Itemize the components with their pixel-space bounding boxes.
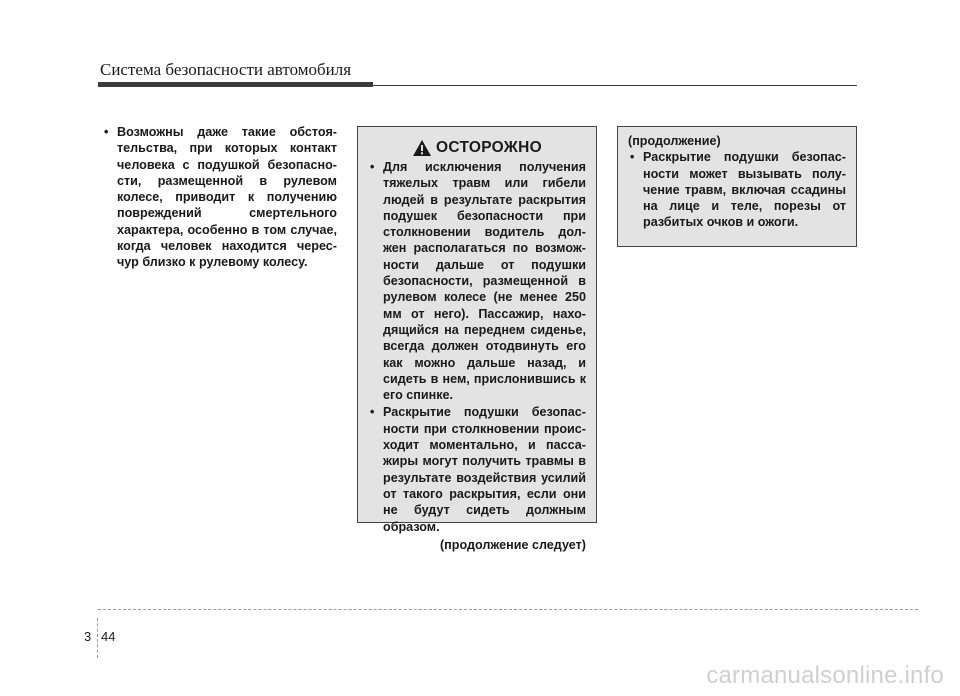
list-item: • Для исключения получения тяжелых травм или гибели людей в результате раскрытия подушек безопасности при столкновении водитель дол- жен располагаться по возмож- ности дальше от подушки безопасности, размещенной в рулевом колесе (не менее 250 мм от него). Пассажир, нахо- дящийся на переднем сиденье, всегда должен отодвинуть его как можно дальше назад, и сидеть в нем, прислонившись к его спинке. — [368, 159, 586, 403]
header-rule-thick — [98, 82, 373, 87]
list-item: • Раскрытие подушки безопас- ности может вызывать полу- чение травм, включая ссадины на лице и теле, порезы от разбитых очков и ожоги. — [628, 149, 846, 230]
warning-title: ОСТОРОЖНО — [436, 138, 542, 156]
chapter-number: 3 — [84, 629, 92, 644]
list-item: • Возможны даже такие обстоя- тельства, при которых контакт человека с подушкой безопасно- сти, размещенной в рулевом колесе, приводит к получению повреждений смертельного характера, особенно в том случае, когда человек находится черес- чур близко к рулевому колесу. — [102, 124, 337, 271]
page-number: 44 — [101, 629, 116, 644]
warning-heading — [368, 139, 586, 157]
continues-note: (продолжение следует) — [439, 537, 586, 552]
footer-rule — [98, 609, 918, 610]
page-title: Система безопасности автомобиля — [100, 60, 352, 79]
list-item: • Раскрытие подушки безопас- ности при столкновении проис- ходит моментально, и пасса- жиры могут получить травмы в результате воздействия усилий от такого раскрытия, если они не будут сидеть должным образом. — [368, 404, 586, 534]
warning-triangle-icon — [412, 139, 432, 157]
continued-heading: (продолжение) — [628, 134, 721, 148]
header-rule-thin — [373, 85, 857, 86]
continued-box — [617, 126, 857, 247]
watermark: carmanualsonline.info — [706, 662, 944, 689]
left-column-text — [102, 124, 337, 271]
warning-box — [357, 126, 597, 552]
page-number-separator — [97, 618, 98, 658]
